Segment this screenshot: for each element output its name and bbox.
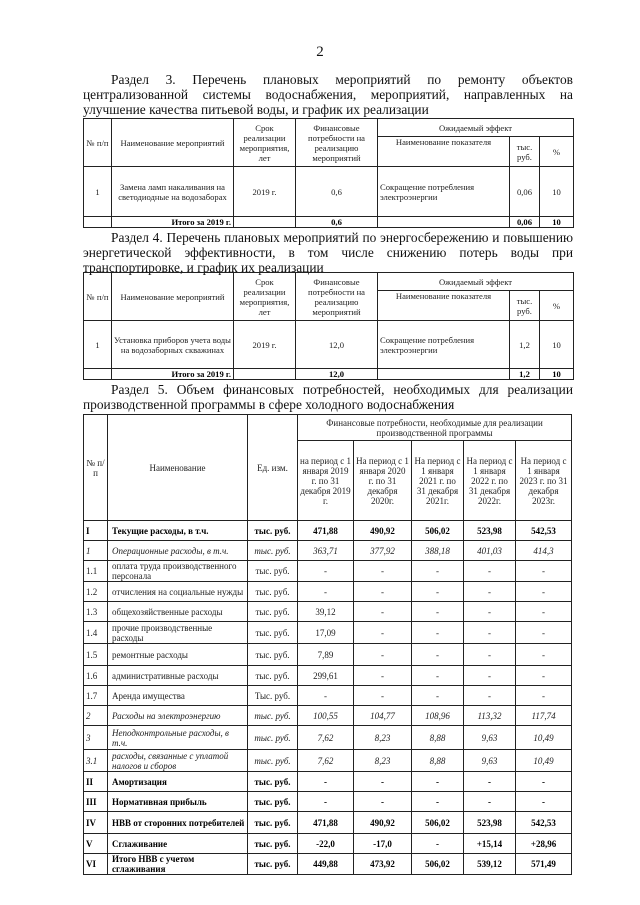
s5-row-unit: Тыс. руб.	[248, 686, 298, 706]
s5-row-num: I	[84, 521, 108, 541]
s5-row-value: -	[298, 561, 354, 582]
s5-row-value: 8,88	[412, 726, 464, 750]
s5-row-unit: тыс. руб.	[248, 834, 298, 854]
s3-header-indicator: Наименование показателя	[378, 137, 510, 167]
s5-row-value: -	[516, 582, 572, 602]
s5-row-num: 1.1	[84, 561, 108, 582]
s5-row-value: +15,14	[464, 834, 516, 854]
s4-total-value: 1,2	[510, 369, 540, 380]
s5-row-value: -	[516, 792, 572, 812]
s5-row-value: 473,92	[354, 854, 412, 875]
s5-row-unit: тыс. руб.	[248, 772, 298, 792]
table-row	[84, 750, 572, 772]
table-row	[84, 686, 572, 706]
table-row	[84, 167, 574, 217]
s5-row-unit: тыс. руб.	[248, 706, 298, 726]
table-row	[84, 854, 572, 875]
s5-row-value: 113,32	[464, 706, 516, 726]
s3-row-percent: 10	[540, 167, 574, 217]
s5-header-period-2020: На период с 1 января 2020 г. по 31 декабря 2020г.	[354, 441, 412, 521]
table-row	[84, 706, 572, 726]
section3-table	[83, 118, 574, 228]
s5-row-value: 542,53	[516, 812, 572, 834]
s3-header-num: № п/п	[84, 119, 112, 167]
s5-row-name: ремонтные расходы	[108, 644, 248, 666]
s5-row-value: 401,03	[464, 541, 516, 561]
table-row	[84, 321, 574, 369]
s5-row-name: Аренда имущества	[108, 686, 248, 706]
s5-row-value: -	[516, 622, 572, 644]
s5-row-value: -	[516, 561, 572, 582]
section3-heading	[83, 72, 573, 117]
s5-row-value: 9,63	[464, 726, 516, 750]
s5-row-value: -	[412, 582, 464, 602]
table-row	[84, 622, 572, 644]
s5-row-value: 363,71	[298, 541, 354, 561]
s4-header-term: Срок реализации мероприятия, лет	[234, 273, 296, 321]
table-row	[84, 521, 572, 541]
s4-row-value: 1,2	[510, 321, 540, 369]
s5-row-value: 471,88	[298, 521, 354, 541]
s3-row-finance: 0,6	[296, 167, 378, 217]
s5-row-value: 414,3	[516, 541, 572, 561]
s3-header-name: Наименование мероприятий	[112, 119, 234, 167]
s5-row-value: 523,98	[464, 521, 516, 541]
section3-heading-text: Раздел 3. Перечень плановых мероприятий по ремонту объектов централизованной системы водоснабжения, мероприятий, направленных на улучшение качества питьевой воды, и график их реализации	[83, 72, 573, 117]
s5-row-value: -	[354, 602, 412, 622]
s5-row-value: -	[412, 622, 464, 644]
s5-row-name: расходы, связанные с уплатой налогов и сборов	[108, 750, 248, 772]
s5-header-period-2022: На период с 1 января 2022 г. по 31 декабря 2022г.	[464, 441, 516, 521]
s5-row-value: -	[464, 666, 516, 686]
s4-row-percent: 10	[540, 321, 574, 369]
s3-row-value: 0,06	[510, 167, 540, 217]
s3-header-finance: Финансовые потребности на реализацию мероприятий	[296, 119, 378, 167]
s5-header-group: Финансовые потребности, необходимые для реализации производственной программы	[298, 415, 572, 441]
s5-row-value: 539,12	[464, 854, 516, 875]
s5-row-value: -	[354, 582, 412, 602]
s5-row-num: V	[84, 834, 108, 854]
s5-row-name: НВВ от сторонних потребителей	[108, 812, 248, 834]
s3-header-effect: Ожидаемый эффект	[378, 119, 574, 137]
s5-row-num: 1.6	[84, 666, 108, 686]
s5-row-value: -	[412, 834, 464, 854]
s5-header-period-2021: На период с 1 января 2021 г. по 31 декабря 2021г.	[412, 441, 464, 521]
s5-row-value: 108,96	[412, 706, 464, 726]
s5-row-value: -	[412, 792, 464, 812]
table-row	[84, 602, 572, 622]
s5-row-value: -	[354, 792, 412, 812]
s5-row-value: -	[464, 622, 516, 644]
table-row	[84, 812, 572, 834]
section5-heading	[83, 382, 573, 412]
s5-row-name: Операционные расходы, в т.ч.	[108, 541, 248, 561]
s5-header-period-2023: На период с 1 января 2023 г. по 31 декабря 2023г.	[516, 441, 572, 521]
s5-row-value: 506,02	[412, 854, 464, 875]
s5-row-value: 571,49	[516, 854, 572, 875]
s5-row-value: -	[516, 644, 572, 666]
s5-row-value: -	[412, 772, 464, 792]
s4-row-indicator: Сокращение потребления электроэнергии	[378, 321, 510, 369]
s3-header-thousand-rub: тыс. руб.	[510, 137, 540, 167]
s5-header-num: № п/п	[84, 415, 108, 521]
section5-heading-text: Раздел 5. Объем финансовых потребностей, необходимых для реализации производственной программы в сфере холодного водоснабжения	[83, 382, 573, 412]
s5-row-value: 8,23	[354, 750, 412, 772]
s5-row-num: IV	[84, 812, 108, 834]
s5-row-name: Сглаживание	[108, 834, 248, 854]
s3-row-term: 2019 г.	[234, 167, 296, 217]
s5-row-value: -	[354, 644, 412, 666]
s5-row-name: Расходы на электроэнергию	[108, 706, 248, 726]
s5-row-value: 506,02	[412, 521, 464, 541]
s5-row-value: -	[516, 666, 572, 686]
s4-row-term: 2019 г.	[234, 321, 296, 369]
s5-row-value: 8,23	[354, 726, 412, 750]
s5-row-unit: тыс. руб.	[248, 750, 298, 772]
s4-total-percent: 10	[540, 369, 574, 380]
s3-row-indicator: Сокращение потребления электроэнергии	[378, 167, 510, 217]
s5-row-name: Нормативная прибыль	[108, 792, 248, 812]
s5-row-value: 17,09	[298, 622, 354, 644]
table-row	[84, 772, 572, 792]
s4-header-name: Наименование мероприятий	[112, 273, 234, 321]
s5-row-unit: тыс. руб.	[248, 854, 298, 875]
s5-row-value: -	[464, 644, 516, 666]
s5-row-num: III	[84, 792, 108, 812]
s5-row-name: отчисления на социальные нужды	[108, 582, 248, 602]
s5-row-value: -	[298, 792, 354, 812]
s5-row-value: -	[412, 666, 464, 686]
section4-heading-text: Раздел 4. Перечень плановых мероприятий по энергосбережению и повышению энергетической эффективности, в том числе снижению потерь воды при транспортировке, и график их реализации	[83, 230, 573, 275]
s5-row-value: 471,88	[298, 812, 354, 834]
s5-row-name: административные расходы	[108, 666, 248, 686]
s5-row-num: 3.1	[84, 750, 108, 772]
s4-header-indicator: Наименование показателя	[378, 291, 510, 321]
s4-total-row	[84, 369, 574, 380]
s5-row-unit: тыс. руб.	[248, 541, 298, 561]
s5-row-num: II	[84, 772, 108, 792]
s5-row-value: -	[354, 561, 412, 582]
s5-row-value: +28,96	[516, 834, 572, 854]
s4-row-num: 1	[84, 321, 112, 369]
s5-row-num: 3	[84, 726, 108, 750]
s3-header-term: Срок реализации мероприятия, лет	[234, 119, 296, 167]
table-row	[84, 834, 572, 854]
table-row	[84, 666, 572, 686]
s4-row-finance: 12,0	[296, 321, 378, 369]
s5-row-value: 117,74	[516, 706, 572, 726]
s5-row-unit: тыс. руб.	[248, 582, 298, 602]
s5-row-value: 10,49	[516, 726, 572, 750]
s5-row-value: 104,77	[354, 706, 412, 726]
table-row	[84, 726, 572, 750]
s5-row-num: 1	[84, 541, 108, 561]
s5-row-value: 7,89	[298, 644, 354, 666]
s5-row-value: -	[516, 686, 572, 706]
s5-row-unit: тыс. руб.	[248, 644, 298, 666]
s5-row-value: -	[412, 686, 464, 706]
s5-row-value: 8,88	[412, 750, 464, 772]
s5-row-value: 377,92	[354, 541, 412, 561]
s5-row-value: 299,61	[298, 666, 354, 686]
table-row	[84, 582, 572, 602]
s5-row-value: -	[516, 602, 572, 622]
s5-row-unit: тыс. руб.	[248, 561, 298, 582]
s5-row-unit: тыс. руб.	[248, 812, 298, 834]
s5-row-value: 39,12	[298, 602, 354, 622]
s5-row-value: -	[464, 772, 516, 792]
s5-row-num: 1.2	[84, 582, 108, 602]
s5-row-unit: тыс. руб.	[248, 792, 298, 812]
table-row	[84, 561, 572, 582]
s5-row-name: общехозяйственные расходы	[108, 602, 248, 622]
s5-row-value: -	[412, 644, 464, 666]
s5-header-period-2019: на период с 1 января 2019 г. по 31 декабря 2019 г.	[298, 441, 354, 521]
s5-row-value: 523,98	[464, 812, 516, 834]
s4-header-thousand-rub: тыс. руб.	[510, 291, 540, 321]
s5-row-value: -	[464, 561, 516, 582]
section5-table	[83, 414, 572, 875]
s5-row-value: -22,0	[298, 834, 354, 854]
s5-row-value: -	[464, 686, 516, 706]
s5-row-value: -	[516, 772, 572, 792]
s3-total-value: 0,06	[510, 217, 540, 228]
s5-row-value: 9,63	[464, 750, 516, 772]
s5-row-value: -	[298, 582, 354, 602]
s4-row-name: Установка приборов учета воды на водозаборных скважинах	[112, 321, 234, 369]
s5-row-unit: тыс. руб.	[248, 666, 298, 686]
s5-row-value: -	[354, 666, 412, 686]
s3-row-name: Замена ламп накаливания на светодиодные на водозаборах	[112, 167, 234, 217]
s5-row-name: Неподконтрольные расходы, в т.ч.	[108, 726, 248, 750]
s5-row-value: -	[354, 622, 412, 644]
s5-row-value: 490,92	[354, 521, 412, 541]
s5-row-value: 7,62	[298, 750, 354, 772]
s5-row-value: -	[412, 561, 464, 582]
s5-row-name: Итого НВВ с учетом сглаживания	[108, 854, 248, 875]
s5-row-value: -	[464, 582, 516, 602]
s5-row-value: 7,62	[298, 726, 354, 750]
s4-header-num: № п/п	[84, 273, 112, 321]
s5-header-name: Наименование	[108, 415, 248, 521]
s5-row-unit: тыс. руб.	[248, 602, 298, 622]
s5-row-value: -	[298, 686, 354, 706]
s5-row-name: Амортизация	[108, 772, 248, 792]
s5-row-value: -	[354, 686, 412, 706]
s3-total-label: Итого за 2019 г.	[112, 217, 234, 228]
table-row	[84, 541, 572, 561]
s5-row-num: 1.3	[84, 602, 108, 622]
s5-row-unit: тыс. руб.	[248, 521, 298, 541]
s5-row-value: 490,92	[354, 812, 412, 834]
s5-row-value: 10,49	[516, 750, 572, 772]
s3-row-num: 1	[84, 167, 112, 217]
s3-total-percent: 10	[540, 217, 574, 228]
s3-total-finance: 0,6	[296, 217, 378, 228]
s4-total-finance: 12,0	[296, 369, 378, 380]
s5-row-unit: тыс. руб.	[248, 726, 298, 750]
s4-total-label: Итого за 2019 г.	[112, 369, 234, 380]
s5-row-value: 100,55	[298, 706, 354, 726]
s5-row-name: прочие производственные расходы	[108, 622, 248, 644]
s3-header-percent: %	[540, 137, 574, 167]
section4-table	[83, 272, 574, 380]
page-number: 2	[316, 44, 324, 60]
s5-row-value: -	[464, 792, 516, 812]
s5-row-value: 506,02	[412, 812, 464, 834]
section4-heading	[83, 230, 573, 275]
s5-row-num: 1.7	[84, 686, 108, 706]
s5-row-value: -	[354, 772, 412, 792]
s4-header-finance: Финансовые потребности на реализацию мероприятий	[296, 273, 378, 321]
s5-row-value: -	[298, 772, 354, 792]
s4-header-percent: %	[540, 291, 574, 321]
s5-row-name: оплата труда производственного персонала	[108, 561, 248, 582]
s5-row-value: 542,53	[516, 521, 572, 541]
table-row	[84, 644, 572, 666]
s5-row-value: -	[464, 602, 516, 622]
s3-total-row	[84, 217, 574, 228]
s5-row-num: 1.4	[84, 622, 108, 644]
s5-header-unit: Ед. изм.	[248, 415, 298, 521]
table-row	[84, 792, 572, 812]
s5-row-num: 1.5	[84, 644, 108, 666]
s5-row-value: 388,18	[412, 541, 464, 561]
s5-row-num: 2	[84, 706, 108, 726]
s4-header-effect: Ожидаемый эффект	[378, 273, 574, 291]
s5-row-value: -17,0	[354, 834, 412, 854]
s5-row-unit: тыс. руб.	[248, 622, 298, 644]
s5-row-value: -	[412, 602, 464, 622]
section5-table-body	[84, 521, 572, 875]
s5-row-num: VI	[84, 854, 108, 875]
s5-row-name: Текущие расходы, в т.ч.	[108, 521, 248, 541]
s5-row-value: 449,88	[298, 854, 354, 875]
